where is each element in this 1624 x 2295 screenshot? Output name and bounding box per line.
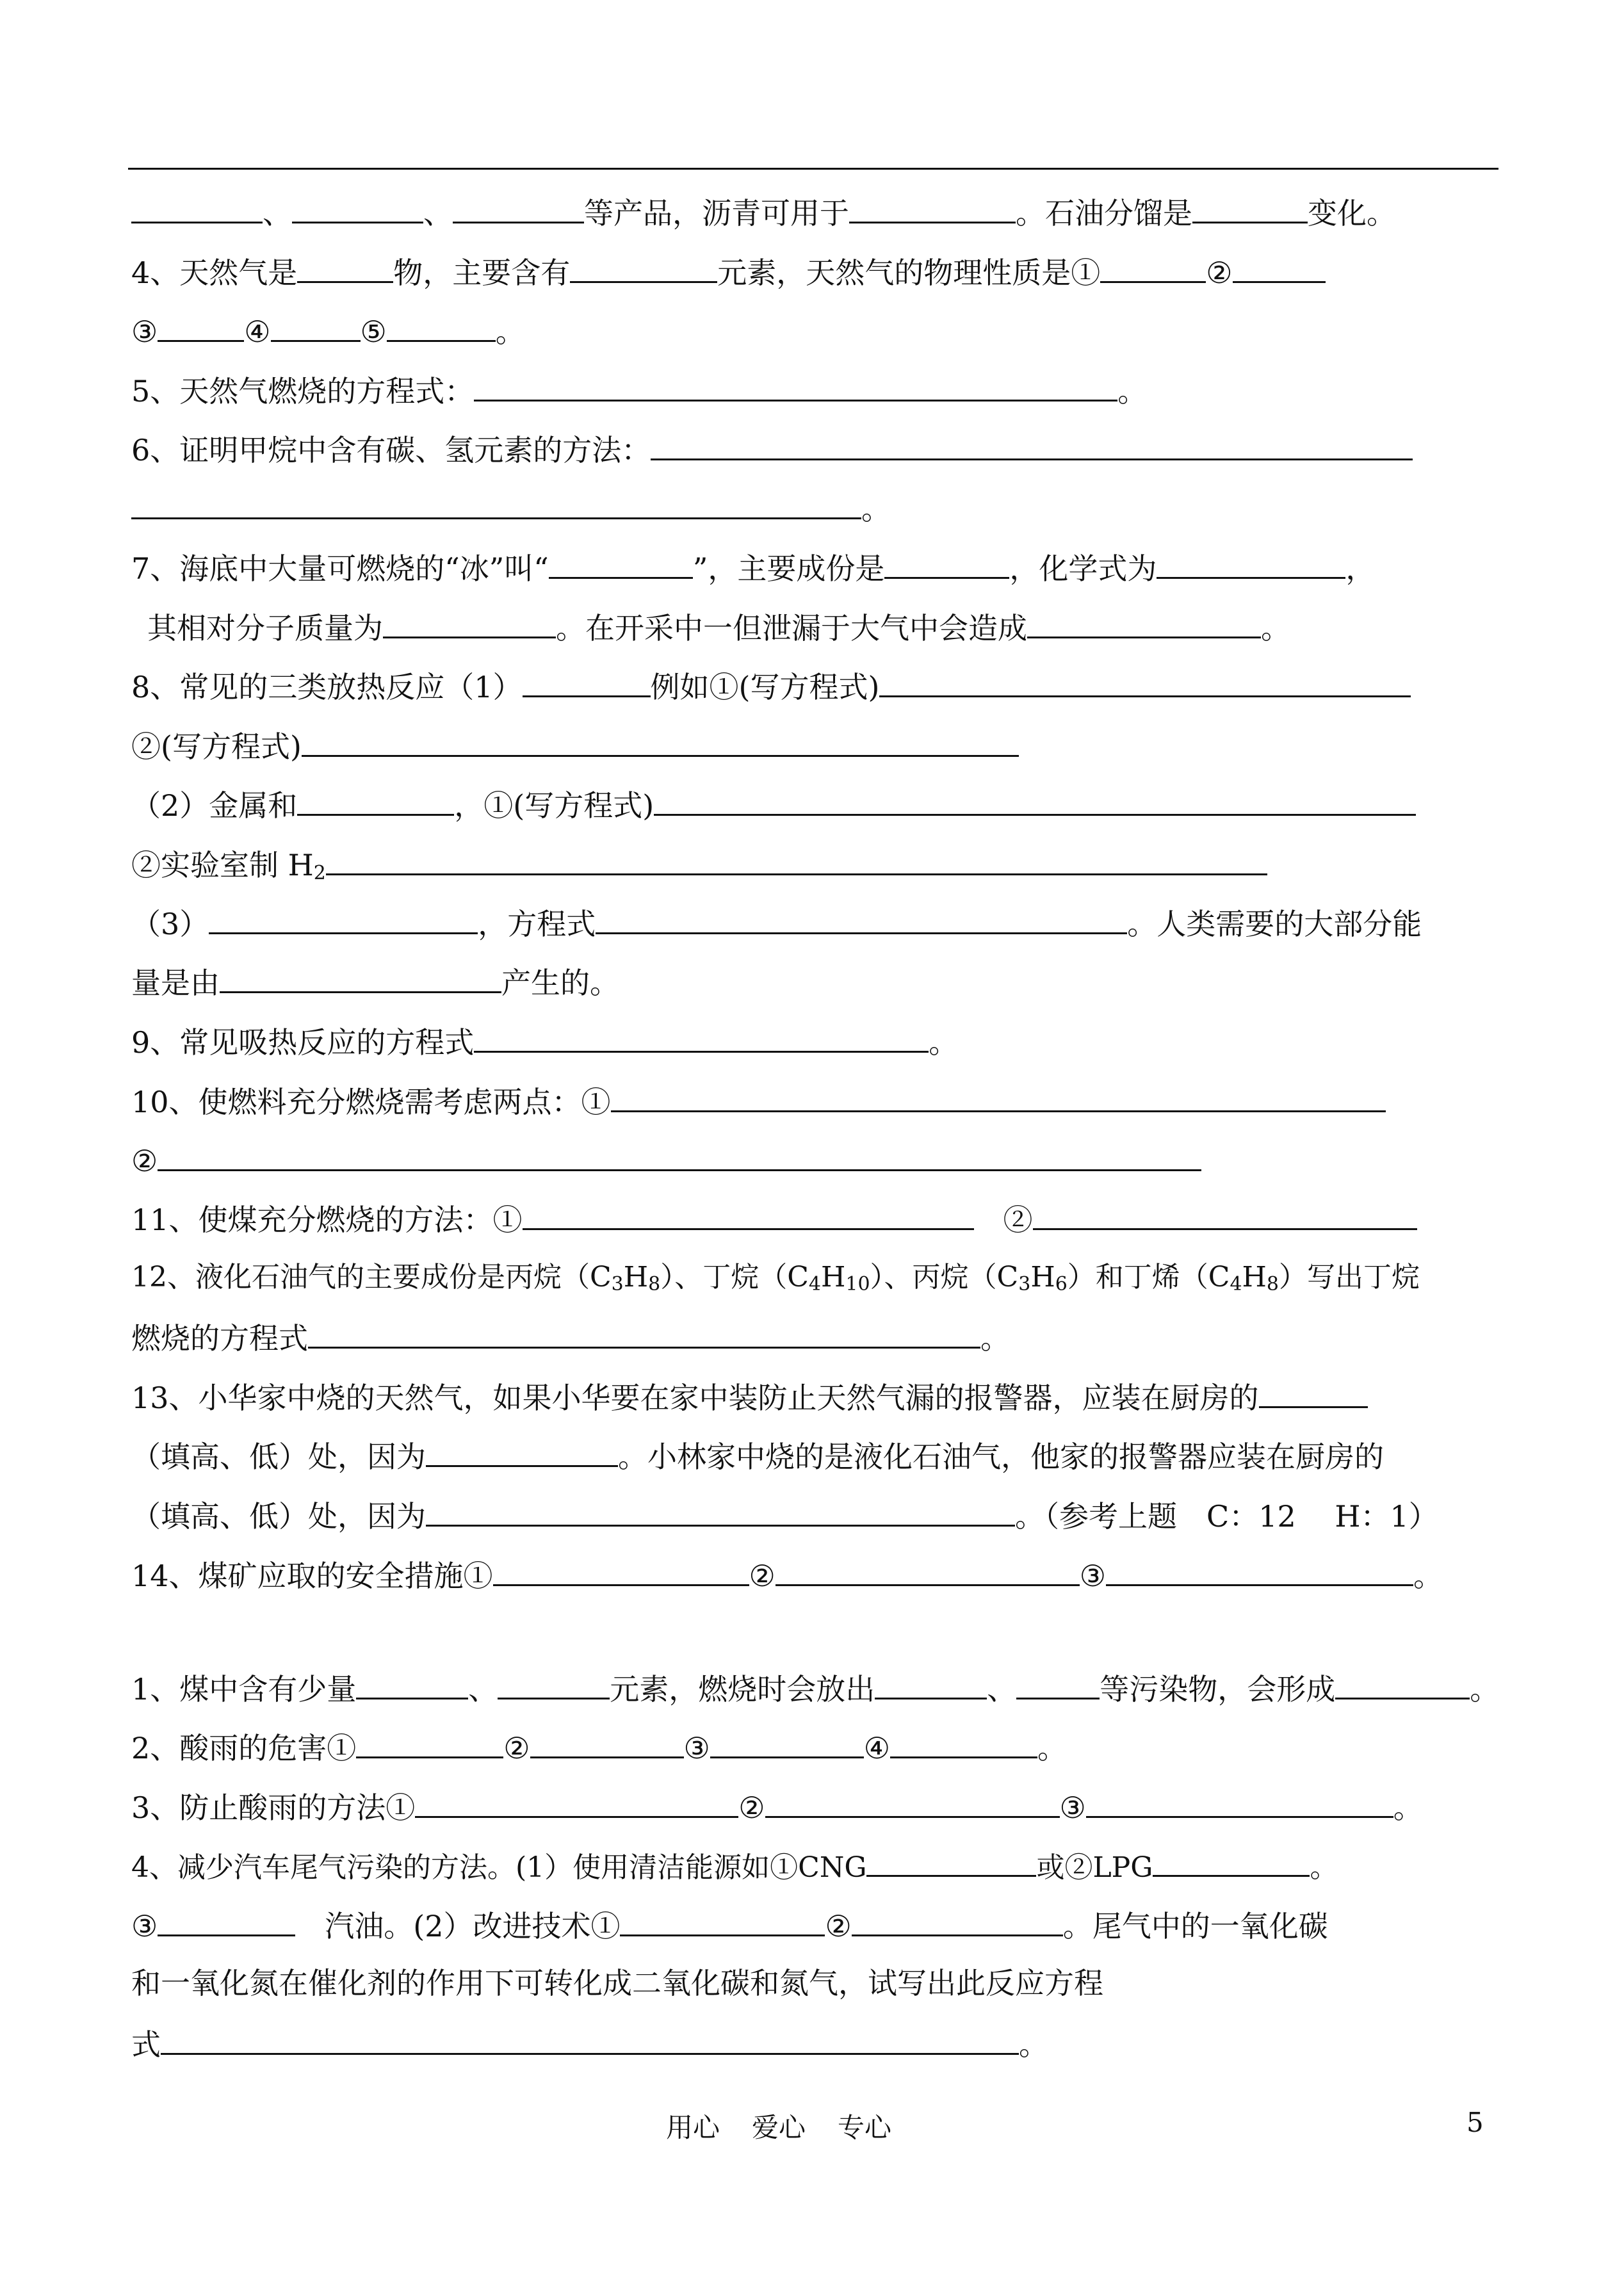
text: 11、使煤充分燃烧的方法：① [131,1203,523,1237]
text: 、 [987,1672,1017,1707]
footer-text: 爱心 [752,2112,806,2143]
blank[interactable] [292,192,423,223]
blank[interactable] [549,547,693,579]
line-12 [131,844,1267,893]
line-14 [131,962,619,1002]
blank[interactable] [271,311,361,342]
blank[interactable] [523,1199,974,1230]
text: 。小林家中烧的是液化石油气，他家的报警器应装在厨房的 [618,1439,1384,1474]
blank[interactable] [474,1021,929,1053]
text: 量是由 [131,966,220,1000]
blank[interactable] [220,962,501,993]
text: 汽油。(2）改进技术① [325,1909,621,1943]
text: ② [1003,1203,1033,1237]
blank[interactable] [302,726,1019,757]
text: 例如①(写方程式) [650,670,880,704]
text: 产生的。 [501,966,619,1000]
blank[interactable] [356,1727,503,1758]
text: ②实验室制 H [131,848,314,882]
text: （2）金属和 [131,788,298,823]
text: 等产品，沥青可用于 [584,196,849,231]
blank[interactable] [453,192,584,223]
text: ③ [683,1731,710,1765]
line-15 [131,1021,958,1062]
blank[interactable] [209,903,478,934]
blank[interactable] [890,1727,1037,1758]
line-28 [131,1845,1338,1887]
blank[interactable] [596,903,1127,934]
blank[interactable] [884,547,1009,579]
text: 。 [861,492,891,526]
text: 。 [1261,611,1290,645]
line-2 [131,252,1326,292]
text: 等污染物，会形成 [1100,1672,1336,1707]
text: ）、丙烷（C [870,1261,1019,1293]
text: ② [503,1731,530,1765]
text: ，①(写方程式) [454,788,654,823]
text: 元素，燃烧时会放出 [610,1672,875,1707]
subscript: 8 [1266,1273,1279,1295]
blank[interactable] [131,488,861,519]
blank[interactable] [1106,1555,1413,1586]
text: 。 [1470,1672,1500,1707]
subscript: 6 [1055,1273,1068,1295]
blank[interactable] [297,784,454,816]
line-9 [131,666,1411,706]
blank[interactable] [387,311,496,342]
text: （填高、低）处，因为 [131,1499,426,1534]
line-6 [131,488,891,528]
line-30 [131,1964,1103,2002]
blank[interactable] [326,844,1267,875]
line-18 [131,1199,1417,1239]
text: 、 [263,196,292,231]
blank[interactable] [383,607,556,638]
text: ② [738,1790,765,1825]
text: 。人类需要的大部分能 [1127,907,1422,941]
text: ）和丁烯（C [1067,1261,1230,1293]
text: 、 [468,1672,498,1707]
line-16 [131,1081,1386,1121]
subscript: 4 [1230,1273,1242,1295]
blank[interactable] [523,666,651,697]
text: 物，主要含有 [393,255,571,290]
text: ，化学式为 [1009,551,1157,586]
text: （填高、低）处，因为 [131,1439,426,1474]
text: ， [1345,551,1376,586]
line-31 [131,2023,1048,2064]
text: 。尾气中的一氧化碳 [1062,1909,1328,1943]
text: H [1030,1261,1055,1293]
blank[interactable] [620,1905,825,1936]
line-10 [131,726,1019,766]
text: 3、防止酸雨的方法① [131,1790,416,1825]
blank[interactable] [775,1555,1080,1586]
text: 13、小华家中烧的天然气，如果小华要在家中装防止天然气漏的报警器，应装在厨房的 [131,1381,1259,1415]
footer-motto [666,2107,923,2145]
blank[interactable] [158,1140,1201,1171]
blank[interactable] [765,1787,1060,1818]
text: 元素，天然气的物理性质是① [717,255,1101,290]
text: 式 [131,2027,161,2062]
line-3 [131,311,525,351]
blank[interactable] [570,252,717,283]
section-heading [525,1609,576,1643]
text: 燃烧的方程式 [131,1321,308,1356]
text: （3） [131,907,209,941]
blank[interactable] [710,1727,864,1758]
subscript: 3 [1018,1273,1031,1295]
text: H [820,1261,846,1293]
line-7 [131,547,1375,588]
text: ② [131,1144,158,1178]
blank[interactable] [852,1905,1063,1936]
line-27 [131,1787,1423,1827]
blank[interactable] [1192,192,1308,223]
blank[interactable] [1027,607,1261,638]
text: 。 [1413,1559,1443,1593]
subscript: 2 [313,862,326,884]
line-26 [131,1727,1067,1767]
text: 。 [929,1025,959,1060]
blank[interactable] [1016,1668,1100,1699]
line-19 [131,1258,1420,1304]
blank[interactable] [866,1845,1036,1877]
text: 。 [1019,2027,1048,2062]
blank[interactable] [297,252,393,283]
text: 。 [1310,1851,1338,1884]
subscript: 3 [611,1273,624,1295]
text: 变化。 [1308,196,1396,231]
blank[interactable] [1086,1787,1393,1818]
line-20 [131,1317,1010,1358]
line-25 [131,1668,1499,1708]
line-22 [131,1436,1384,1476]
blank[interactable] [426,1436,618,1467]
line-11 [131,784,1416,825]
blank[interactable] [1153,1845,1310,1877]
blank[interactable] [131,192,263,223]
text: ③ [131,1909,158,1943]
text: 8、常见的三类放热反应（1） [131,670,523,704]
text: 。 [1037,1731,1068,1765]
line-29 [131,1905,1328,1945]
blank[interactable] [474,370,1117,401]
blank[interactable] [161,2023,1019,2055]
text: 5、天然气燃烧的方程式： [131,374,475,409]
text: 其相对分子质量为 [147,611,383,645]
line-13 [131,903,1422,943]
subscript: 4 [808,1273,821,1295]
blank[interactable] [654,784,1416,816]
text: 4、天然气是 [131,255,298,290]
blank[interactable] [426,1495,1015,1527]
text: ② [749,1559,775,1593]
text: 9、常见吸热反应的方程式 [131,1025,475,1060]
blank[interactable] [308,1317,980,1349]
text: ）写出丁烷 [1279,1261,1420,1293]
text: 10、使燃料充分燃烧需考虑两点：① [131,1085,611,1119]
blank[interactable] [875,1668,987,1699]
text: 。 [495,314,525,349]
blank[interactable] [651,429,1413,460]
text: ④ [863,1731,891,1765]
blank[interactable] [1033,1199,1417,1230]
line-4 [131,370,1147,410]
text: ④ [244,314,271,349]
blank[interactable] [849,192,1016,223]
blank[interactable] [530,1727,684,1758]
text: 12、液化石油气的主要成份是丙烷（C [131,1261,612,1293]
text: 1、煤中含有少量 [131,1672,357,1707]
blank[interactable] [1100,252,1206,283]
text: ③ [131,314,158,349]
blank[interactable] [498,1668,610,1699]
text: ②(写方程式) [131,729,302,764]
text: ② [825,1909,852,1943]
line-23 [131,1495,1438,1536]
text: 。石油分馏是 [1016,196,1192,231]
header-rule [128,168,1498,170]
text: H [1242,1261,1267,1293]
blank[interactable] [158,311,244,342]
line-8 [147,607,1290,647]
text: ③ [1059,1790,1086,1825]
blank[interactable] [611,1081,1386,1112]
text: 。在开采中一但泄漏于大气中会造成 [556,611,1027,645]
line-1 [131,192,1396,232]
text: ”，主要成份是 [692,551,885,586]
text: ）、丁烷（C [660,1261,809,1293]
blank[interactable] [1259,1377,1368,1408]
blank[interactable] [1233,252,1326,283]
text: 。 [1117,374,1148,409]
blank[interactable] [493,1555,749,1586]
text: 。 [980,1321,1010,1356]
text: 、 [423,196,453,231]
footer-text: 专心 [838,2112,892,2143]
text: 4、减少汽车尾气污染的方法。(1）使用清洁能源如①CNG [131,1851,867,1884]
text: 7、海底中大量可燃烧的“冰”叫“ [131,551,549,586]
text: 。（参考上题 C：12 H：1） [1015,1499,1438,1534]
blank[interactable] [1335,1668,1470,1699]
text: H [623,1261,649,1293]
line-21 [131,1377,1368,1417]
blank[interactable] [158,1905,295,1936]
subscript: 8 [648,1273,661,1295]
blank[interactable] [879,666,1411,697]
text: 和一氧化氮在催化剂的作用下可转化成二氧化碳和氮气，试写出此反应方程 [131,1966,1103,2000]
text: 。 [1393,1790,1423,1825]
blank[interactable] [1157,547,1345,579]
page-number: 5 [1466,2107,1484,2138]
text: ③ [1079,1559,1107,1593]
line-5 [131,429,1413,469]
text: 14、煤矿应取的安全措施① [131,1559,493,1593]
text: 2、酸雨的危害① [131,1731,357,1765]
blank[interactable] [415,1787,738,1818]
line-24 [131,1555,1443,1595]
line-17 [131,1140,1201,1180]
text: 或②LPG [1036,1851,1153,1884]
blank[interactable] [356,1668,468,1699]
text: 6、证明甲烷中含有碳、氢元素的方法： [131,433,651,467]
text: ⑤ [360,314,387,349]
footer-text: 用心 [666,2112,720,2143]
text: ，方程式 [478,907,596,941]
text: ② [1206,255,1233,290]
subscript: 10 [845,1273,870,1295]
